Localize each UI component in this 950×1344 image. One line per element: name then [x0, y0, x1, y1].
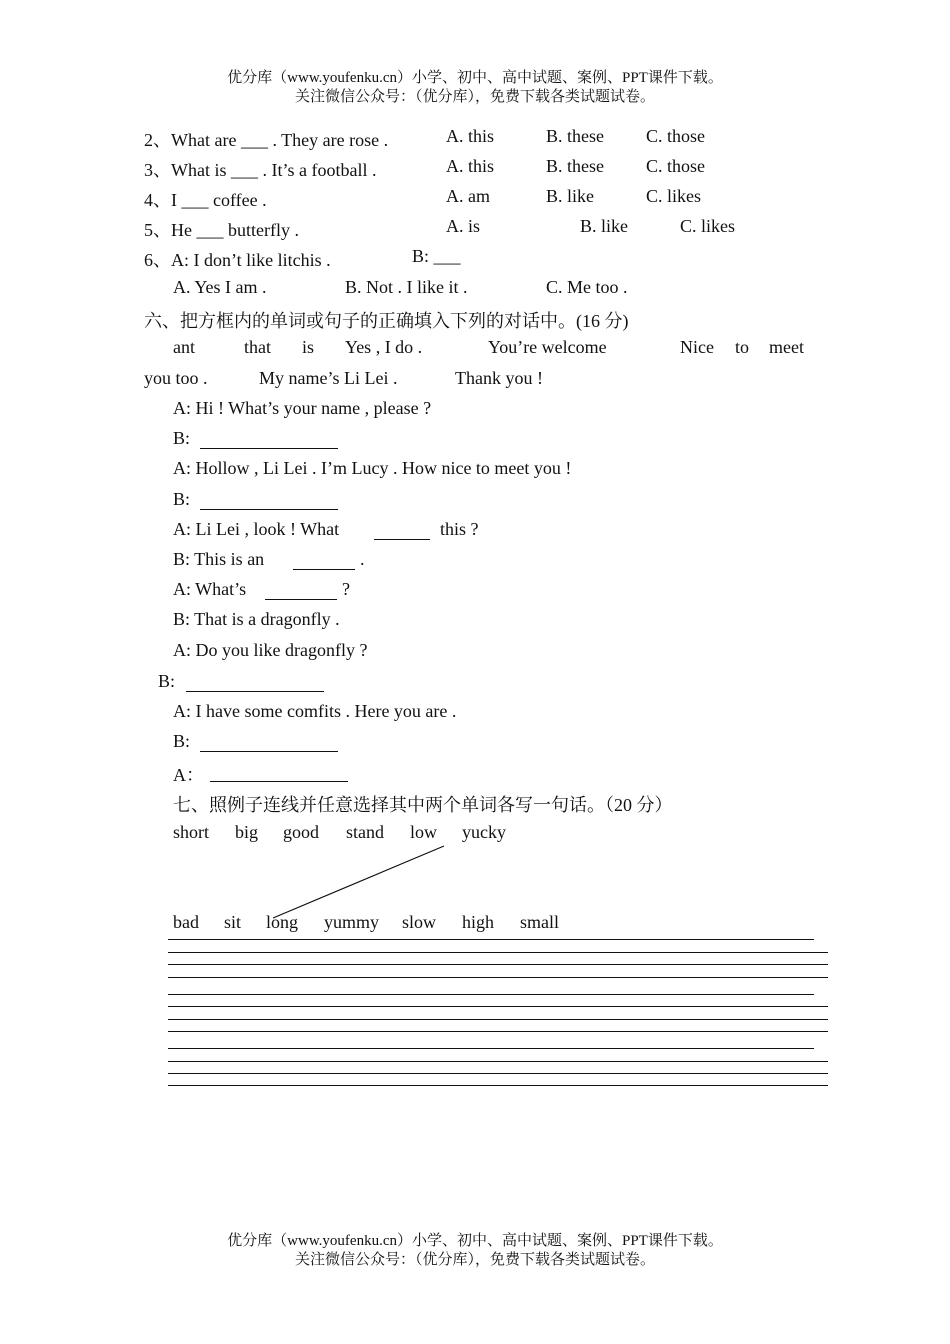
writing-line[interactable]: [168, 1019, 828, 1020]
writing-line[interactable]: [168, 952, 828, 953]
option-b: B. these: [546, 156, 604, 176]
dialogue-line: B:: [173, 489, 191, 509]
box-word: My name’s Li Lei .: [259, 368, 398, 388]
box-word: to: [735, 337, 750, 357]
question-stem: 4、I ___ coffee .: [144, 190, 267, 210]
writing-line[interactable]: [168, 1031, 828, 1032]
match-word[interactable]: yucky: [462, 822, 506, 842]
writing-line[interactable]: [168, 1048, 814, 1049]
dialogue-line: A: Do you like dragonfly ?: [173, 640, 368, 660]
box-word: is: [302, 337, 315, 357]
option-c: C. those: [646, 156, 706, 176]
option-c: C. likes: [680, 216, 736, 236]
dialogue-line: B:: [173, 731, 191, 751]
box-word: You’re welcome: [488, 337, 607, 357]
match-word[interactable]: yummy: [324, 912, 380, 932]
dialogue-line: A: Hollow , Li Lei . I’m Lucy . How nice to meet you !: [173, 458, 572, 478]
match-word[interactable]: small: [520, 912, 559, 932]
box-word: Yes , I do .: [345, 337, 423, 357]
dialogue-line: B: That is a dragonfly .: [173, 609, 340, 629]
match-word[interactable]: low: [410, 822, 437, 842]
option-b: B. these: [546, 126, 604, 146]
writing-line[interactable]: [168, 994, 814, 995]
match-word[interactable]: short: [173, 822, 209, 842]
dialogue-line: A: Hi ! What’s your name , please ?: [173, 398, 432, 418]
dialogue-line: B:: [158, 671, 176, 691]
match-word[interactable]: high: [462, 912, 495, 932]
option-a: A. am: [446, 186, 490, 206]
dialogue-line-end: this ?: [440, 519, 479, 539]
dialogue-line: B: This is an: [173, 549, 265, 569]
option-b: B. like: [546, 186, 594, 206]
box-word: Nice: [680, 337, 714, 357]
writing-line[interactable]: [168, 964, 828, 965]
option-c: C. likes: [646, 186, 702, 206]
box-word: ant: [173, 337, 195, 357]
dialogue-line: B:: [173, 428, 191, 448]
writing-line[interactable]: [168, 1061, 828, 1062]
connector-line: [273, 846, 444, 918]
box-word: that: [244, 337, 271, 357]
writing-line[interactable]: [168, 977, 828, 978]
question-stem: 2、What are ___ . They are rose .: [144, 130, 389, 150]
option-b: B. Not . I like it .: [345, 277, 468, 297]
dialogue-line: A: I have some comfits . Here you are .: [173, 701, 457, 721]
match-word[interactable]: slow: [402, 912, 437, 932]
writing-line[interactable]: [168, 1073, 828, 1074]
question-stem: 5、He ___ butterfly .: [144, 220, 299, 240]
option-c: C. Me too .: [546, 277, 628, 297]
option-c: C. those: [646, 126, 706, 146]
match-word[interactable]: bad: [173, 912, 199, 932]
writing-line[interactable]: [168, 1006, 828, 1007]
box-word: Thank you !: [455, 368, 543, 388]
dialogue-line: A：: [173, 765, 204, 785]
footer-line-1: 优分库（www.youfenku.cn）小学、初中、高中试题、案例、PPT课件下载。: [227, 1233, 723, 1249]
option-a: A. this: [446, 156, 495, 176]
answer-b-label: B: ___: [412, 246, 461, 266]
match-word[interactable]: good: [283, 822, 319, 842]
box-word: meet: [769, 337, 804, 357]
footer-line-2: 关注微信公众号：（优分库），免费下载各类试题试卷。: [294, 1252, 655, 1268]
header-line-1: 优分库（www.youfenku.cn）小学、初中、高中试题、案例、PPT课件下载。: [227, 70, 723, 86]
header-line-2: 关注微信公众号：（优分库），免费下载各类试题试卷。: [294, 89, 655, 105]
match-word[interactable]: long: [266, 912, 299, 932]
dialogue-line-end: .: [360, 549, 365, 569]
option-a: A. is: [446, 216, 481, 236]
match-word[interactable]: sit: [224, 912, 242, 932]
question-stem: 6、A: I don’t like litchis .: [144, 250, 331, 270]
writing-line[interactable]: [168, 1085, 828, 1086]
dialogue-line: A: What’s: [173, 579, 247, 599]
dialogue-line: A: Li Lei , look ! What: [173, 519, 340, 539]
box-word: you too .: [144, 368, 208, 388]
section-7-title: 七、照例子连线并任意选择其中两个单词各写一句话。（20 分）: [173, 795, 673, 815]
option-a: A. Yes I am .: [173, 277, 267, 297]
section-6-title: 六、把方框内的单词或句子的正确填入下列的对话中。(16 分): [144, 311, 629, 331]
dialogue-line-end: ?: [342, 579, 350, 599]
option-a: A. this: [446, 126, 495, 146]
option-b: B. like: [580, 216, 628, 236]
match-word[interactable]: big: [235, 822, 259, 842]
question-stem: 3、What is ___ . It’s a football .: [144, 160, 377, 180]
match-word[interactable]: stand: [346, 822, 384, 842]
writing-line[interactable]: [168, 939, 814, 940]
